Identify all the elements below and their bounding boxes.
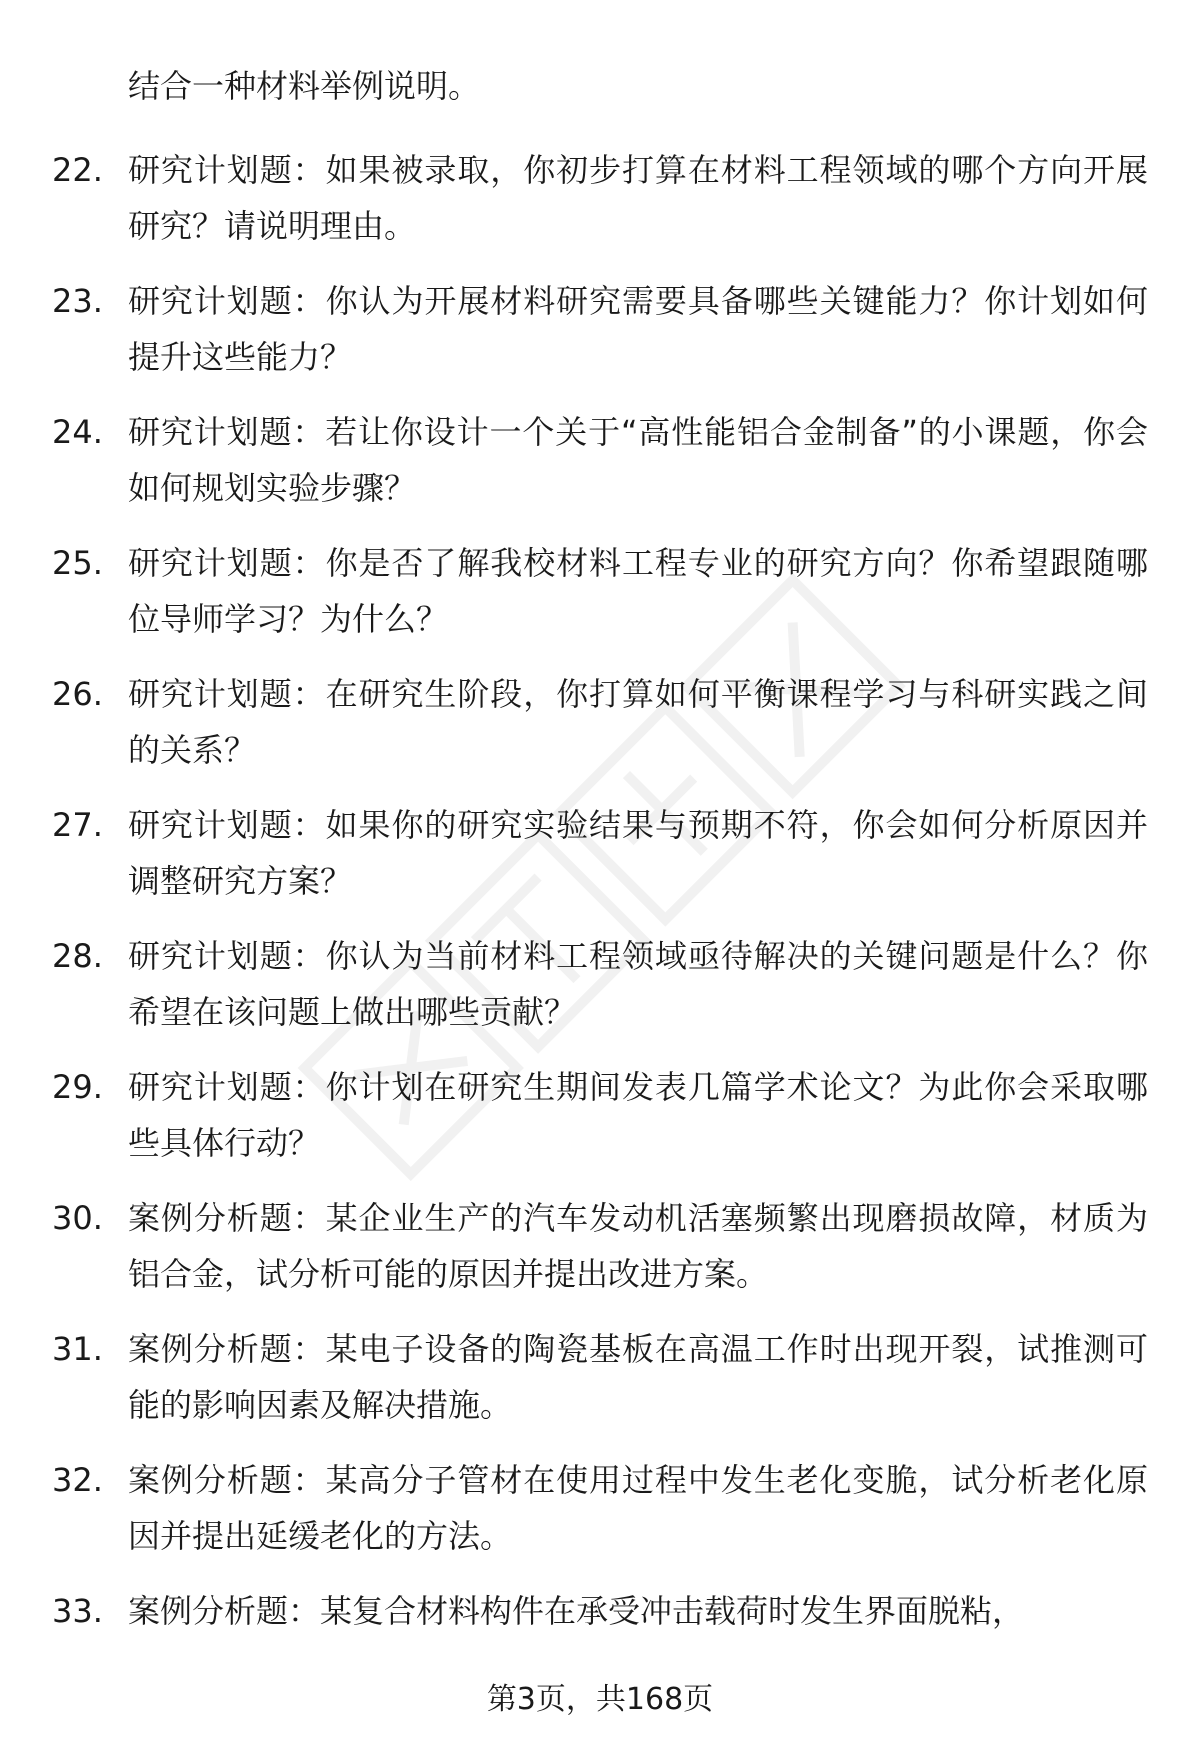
list-item xyxy=(0,535,1200,666)
question-text: 研究计划题：若让你设计一个关于“高性能铝合金制备”的小课题，你会如何规划实验步骤？ xyxy=(128,413,1148,507)
list-item xyxy=(0,142,1200,273)
list-item xyxy=(0,273,1200,404)
page-footer: 第3页，共168页 xyxy=(486,1682,714,1717)
question-text: 研究计划题：如果被录取，你初步打算在材料工程领域的哪个方向开展研究？请说明理由。 xyxy=(128,151,1148,245)
question-text: 研究计划题：你计划在研究生期间发表几篇学术论文？为此你会采取哪些具体行动？ xyxy=(128,1068,1148,1162)
question-list xyxy=(0,142,1200,1714)
list-item xyxy=(0,1452,1200,1583)
question-text: 研究计划题：你认为当前材料工程领域亟待解决的关键问题是什么？你希望在该问题上做出哪些贡献？ xyxy=(128,937,1148,1031)
question-text: 研究计划题：在研究生阶段，你打算如何平衡课程学习与科研实践之间的关系？ xyxy=(128,675,1148,769)
question-number: 8. 29. xyxy=(52,1068,103,1106)
intro-continuation-text: 结合一种材料举例说明。 xyxy=(128,67,481,105)
question-number: 4. 25. xyxy=(52,544,103,582)
question-number: 2. 23. xyxy=(52,282,103,320)
question-text: 案例分析题：某复合材料构件在承受冲击载荷时发生界面脱粘， xyxy=(128,1592,1025,1630)
list-item xyxy=(0,404,1200,535)
question-number: 3. 24. xyxy=(52,413,103,451)
question-number: 6. 27. xyxy=(52,806,103,844)
list-item xyxy=(0,666,1200,797)
list-item xyxy=(0,797,1200,928)
question-number: 9. 30. xyxy=(52,1199,103,1237)
question-text: 案例分析题：某企业生产的汽车发动机活塞频繁出现磨损故障，材质为铝合金，试分析可能的原因并提出改进方案。 xyxy=(128,1199,1148,1293)
question-number: 10. 31. xyxy=(52,1330,103,1368)
question-number: 7. 28. xyxy=(52,937,103,975)
question-text: 研究计划题：你认为开展材料研究需要具备哪些关键能力？你计划如何提升这些能力？ xyxy=(128,282,1148,376)
question-text: 研究计划题：如果你的研究实验结果与预期不符，你会如何分析原因并调整研究方案？ xyxy=(128,806,1148,900)
list-item xyxy=(0,1059,1200,1190)
list-item xyxy=(0,1190,1200,1321)
list-item xyxy=(0,1321,1200,1452)
question-number: 11. 32. xyxy=(52,1461,103,1499)
question-text: 案例分析题：某电子设备的陶瓷基板在高温工作时出现开裂，试推测可能的影响因素及解决措施。 xyxy=(128,1330,1148,1424)
question-number: 1. 22. xyxy=(52,151,103,189)
question-text: 研究计划题：你是否了解我校材料工程专业的研究方向？你希望跟随哪位导师学习？为什么？ xyxy=(128,544,1148,638)
list-item xyxy=(0,928,1200,1059)
question-text: 案例分析题：某高分子管材在使用过程中发生老化变脆，试分析老化原因并提出延缓老化的方法。 xyxy=(128,1461,1148,1555)
question-number: 5. 26. xyxy=(52,675,103,713)
question-number: 12. 33. xyxy=(52,1592,103,1630)
